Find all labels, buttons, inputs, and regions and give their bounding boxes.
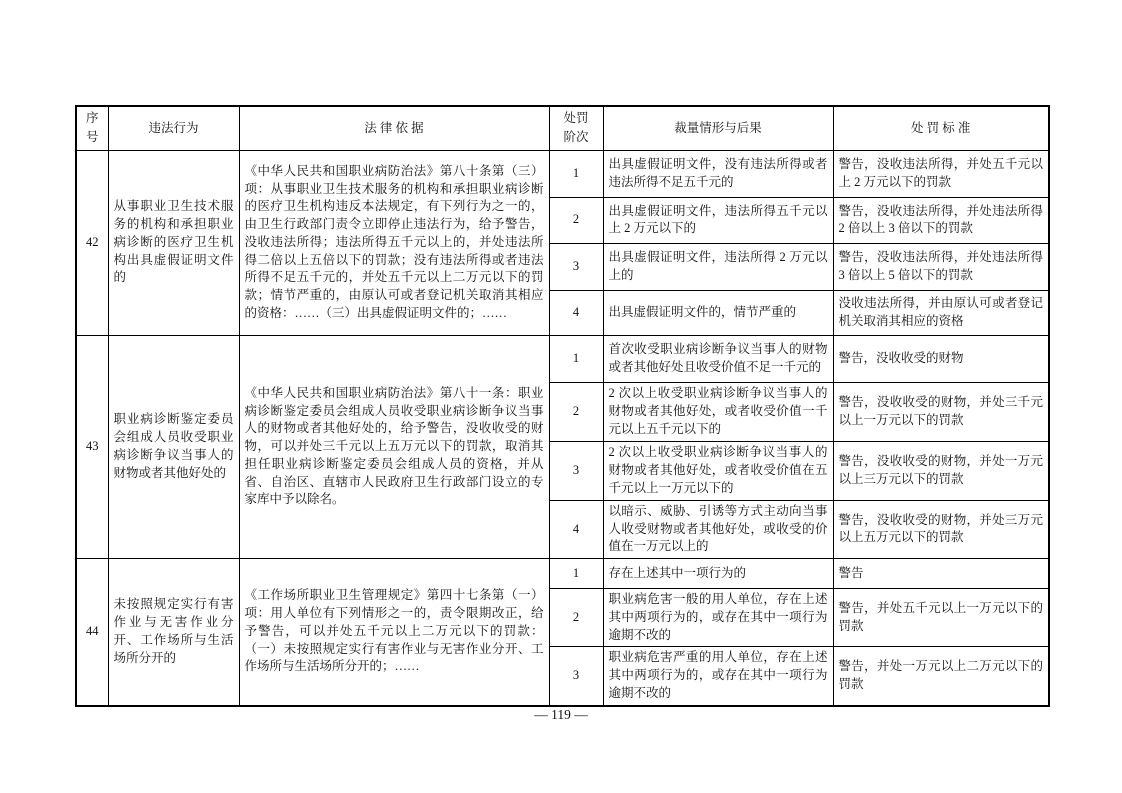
page-number: — 119 — bbox=[534, 707, 588, 722]
stage-level-cell: 2 bbox=[549, 589, 603, 647]
circumstance-cell: 2 次以上收受职业病诊断争议当事人的财物或者其他好处，或者收受价值在五千元以上一万元以下的 bbox=[603, 441, 833, 500]
standard-cell: 警告，没收收受的财物，并处三万元以上五万元以下的罚款 bbox=[833, 500, 1049, 558]
circumstance-cell: 出具虚假证明文件，违法所得五千元以上 2 万元以下的 bbox=[603, 197, 833, 243]
header-violation: 违法行为 bbox=[108, 106, 239, 150]
circumstance-cell: 首次收受职业病诊断争议当事人的财物或者其他好处且收受价值不足一千元的 bbox=[603, 335, 833, 382]
stage-level-cell: 4 bbox=[549, 290, 603, 335]
circumstance-cell: 出具虚假证明文件的，情节严重的 bbox=[603, 290, 833, 335]
standard-cell: 警告，没收违法所得，并处违法所得 2 倍以上 3 倍以下的罚款 bbox=[833, 197, 1049, 243]
standard-cell: 警告，没收收受的财物，并处三千元以上一万元以下的罚款 bbox=[833, 382, 1049, 441]
stage-level-cell: 2 bbox=[549, 382, 603, 441]
standard-cell: 没收违法所得，并由原认可或者登记机关取消其相应的资格 bbox=[833, 290, 1049, 335]
circumstance-cell: 存在上述其中一项行为的 bbox=[603, 559, 833, 589]
legal-basis-cell: 《工作场所职业卫生管理规定》第四十七条第（一）项：用人单位有下列情形之一的，责令限期改正，给予警告，可以并处五千元以上二万元以下的罚款：（一）未按照规定实行有害作业与无害作业分开、工作场所与生活场所分开的；…… bbox=[239, 559, 549, 706]
table-header-row bbox=[76, 106, 1049, 150]
circumstance-cell: 出具虚假证明文件，违法所得 2 万元以上的 bbox=[603, 243, 833, 290]
stage-level-cell: 1 bbox=[549, 559, 603, 589]
stage-level-cell: 3 bbox=[549, 243, 603, 290]
standard-cell: 警告 bbox=[833, 559, 1049, 589]
standard-cell: 警告，并处五千元以上一万元以下的罚款 bbox=[833, 589, 1049, 647]
violation-cell: 从事职业卫生技术服务的机构和承担职业病诊断的医疗卫生机构出具虚假证明文件的 bbox=[108, 150, 239, 335]
stage-level-cell: 3 bbox=[549, 647, 603, 706]
header-penalty-stage bbox=[549, 106, 603, 150]
violation-cell: 职业病诊断鉴定委员会组成人员收受职业病诊断争议当事人的财物或者其他好处的 bbox=[108, 335, 239, 558]
circumstance-cell: 职业病危害一般的用人单位，存在上述其中两项行为的，或存在其中一项行为逾期不改的 bbox=[603, 589, 833, 647]
header-circumstance: 裁量情形与后果 bbox=[603, 106, 833, 150]
seq-cell: 44 bbox=[76, 559, 108, 706]
table-row bbox=[76, 559, 1049, 589]
stage-level-cell: 1 bbox=[549, 150, 603, 197]
legal-basis-cell: 《中华人民共和国职业病防治法》第八十条第（三）项：从事职业卫生技术服务的机构和承担职业病诊断的医疗卫生机构违反本法规定，有下列行为之一的，由卫生行政部门责令立即停止违法行为，给予警告，没收违法所得；违法所得五千元以上的，并处违法所得二倍以上五倍以下的罚款；没有违法所得或者违法所得不足五千元的，并处五千元以上二万元以下的罚款；情节严重的，由原认可或者登记机关取消其相应的资格：……（三）出具虚假证明文件的；…… bbox=[239, 150, 549, 335]
standard-cell: 警告，没收违法所得，并处违法所得 3 倍以上 5 倍以下的罚款 bbox=[833, 243, 1049, 290]
header-penalty-standard: 处 罚 标 准 bbox=[833, 106, 1049, 150]
penalty-discretion-table bbox=[75, 105, 1050, 707]
stage-level-cell: 2 bbox=[549, 197, 603, 243]
standard-cell: 警告，没收违法所得，并处五千元以上 2 万元以下的罚款 bbox=[833, 150, 1049, 197]
circumstance-cell: 出具虚假证明文件，没有违法所得或者违法所得不足五千元的 bbox=[603, 150, 833, 197]
legal-basis-cell: 《中华人民共和国职业病防治法》第八十一条：职业病诊断鉴定委员会组成人员收受职业病诊断争议当事人的财物或者其他好处的，给予警告，没收收受的财物，可以并处三千元以上五万元以下的罚款，取消其担任职业病诊断鉴定委员会组成人员的资格，并从省、自治区、直辖市人民政府卫生行政部门设立的专家库中予以除名。 bbox=[239, 335, 549, 558]
standard-cell: 警告，没收收受的财物，并处一万元以上三万元以下的罚款 bbox=[833, 441, 1049, 500]
stage-level-cell: 4 bbox=[549, 500, 603, 558]
header-seq bbox=[76, 106, 108, 150]
circumstance-cell: 职业病危害严重的用人单位，存在上述其中两项行为的，或存在其中一项行为逾期不改的 bbox=[603, 647, 833, 706]
table-row bbox=[76, 150, 1049, 197]
table-row bbox=[76, 335, 1049, 382]
header-seq-label: 序号 bbox=[85, 111, 99, 145]
circumstance-cell: 以暗示、威胁、引诱等方式主动向当事人收受财物或者其他好处，或收受的价值在一万元以上的 bbox=[603, 500, 833, 558]
seq-cell: 42 bbox=[76, 150, 108, 335]
seq-cell: 43 bbox=[76, 335, 108, 558]
standard-cell: 警告，没收收受的财物 bbox=[833, 335, 1049, 382]
header-legal-basis: 法 律 依 据 bbox=[239, 106, 549, 150]
circumstance-cell: 2 次以上收受职业病诊断争议当事人的财物或者其他好处，或者收受价值一千元以上五千元以下的 bbox=[603, 382, 833, 441]
violation-cell: 未按照规定实行有害作业与无害作业分开、工作场所与生活场所分开的 bbox=[108, 559, 239, 706]
stage-level-cell: 3 bbox=[549, 441, 603, 500]
stage-level-cell: 1 bbox=[549, 335, 603, 382]
header-penalty-stage-label: 处罚阶次 bbox=[563, 111, 589, 145]
standard-cell: 警告，并处一万元以上二万元以下的罚款 bbox=[833, 647, 1049, 706]
